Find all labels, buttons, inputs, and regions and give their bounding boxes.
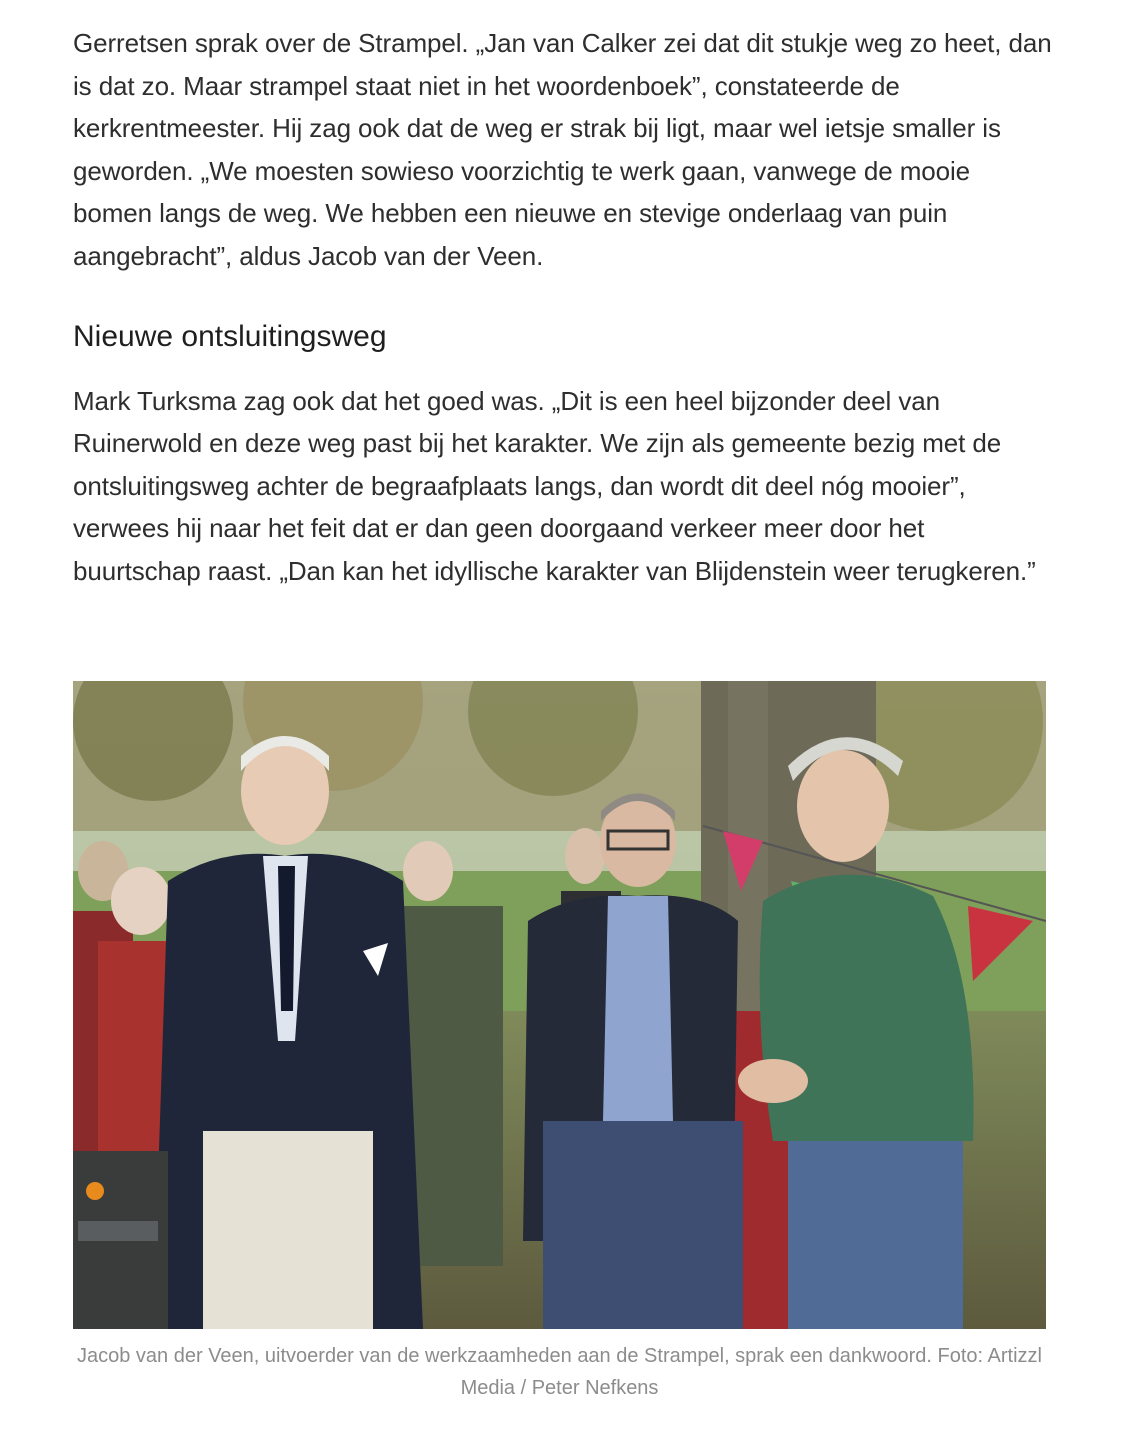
article-paragraph-1: Gerretsen sprak over de Strampel. „Jan van Calker zei dat dit stukje weg zo heet, dan is dat zo. Maar strampel staat niet in het woordenboek”, constateerde de kerkrentmeester. Hij zag ook dat de weg er strak bij ligt, maar wel ietsje smaller is geworden. „We moesten sowieso voorzichtig te werk gaan, vanwege de mooie bomen langs de weg. We hebben een nieuwe en stevige onderlaag van puin aangebracht”, aldus Jacob van der Veen.: [73, 28, 1052, 271]
photo-illustration: [73, 681, 1046, 1329]
article-paragraph-2: Mark Turksma zag ook dat het goed was. „Dit is een heel bijzonder deel van Ruinerwold en deze weg past bij het karakter. We zijn als gemeente bezig met de ontsluitingsweg achter de begraafplaats langs, dan wordt dit deel nóg mooier”, verwees hij naar het feit dat er dan geen doorgaand verkeer meer door het buurtschap raast. „Dan kan het idyllische karakter van Blijdenstein weer terugkeren.”: [73, 385, 1036, 586]
article-photo[interactable]: [73, 681, 1046, 1329]
photo-caption: Jacob van der Veen, uitvoerder van de werkzaamheden aan de Strampel, sprak een dankwoord. Foto: Artizzl Media / Peter Nefkens: [77, 1345, 1042, 1399]
section-heading: Nieuwe ontsluitingsweg: [73, 319, 387, 353]
article-body: [73, 22, 1053, 593]
